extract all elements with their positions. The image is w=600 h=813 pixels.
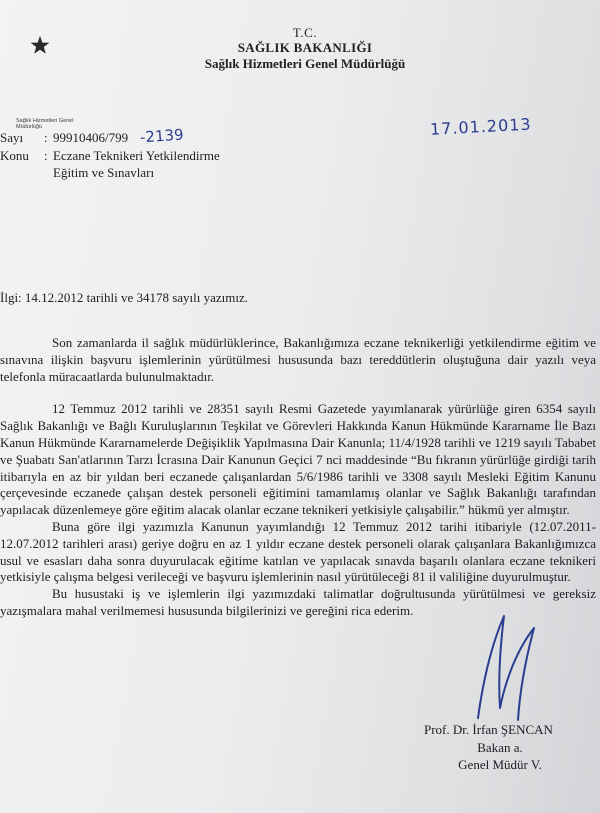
konu-label: Konu [0,148,29,163]
sayi-value: 99910406/799 [53,130,129,145]
header-tc: T.C. [292,25,318,40]
letter-body [0,335,596,620]
paragraph-3: Buna göre ilgi yazımızla Kanunun yayımlandığı 12 Temmuz 2012 tarihi itibariyle (12.07.2011-12.07.2012 tarihleri arası) geriye doğru en az 1 yıldır eczane destek personeli olarak çalışanlara Bakanlığımızca usul ve esasları daha sonra duyurulacak eğitime katılan ve yapılacak sınavda başarılı olanlara eczane teknikeri yetkisiyle çalışma belgesi verileceği ve başvuru işlemlerinin nasıl yürütüleceği 81 il valiliğine duyurulmuştur. [0,518,596,585]
signatory-name: Prof. Dr. İrfan ŞENCAN [424,722,553,737]
handwritten-date: 17.01.2013 [429,114,533,139]
logo-caption: Sağlık Hizmetleri Genel Müdürlüğü [16,118,74,130]
paragraph-4: Bu husustaki iş ve işlemlerin ilgi yazımızdaki talimatlar doğrultusunda yürütülmesi ve gereksiz yazışmalara mahal verilmemesi hususunda bilgilerinizi ve gereğini rica ederim. [0,586,596,618]
handwritten-number: -2139 [139,125,185,147]
header-directorate: Sağlık Hizmetleri Genel Müdürlüğü [204,56,406,71]
konu-line1: Eczane Teknikeri Yetkilendirme [53,148,220,163]
crescent-star-emblem-icon [4,22,68,104]
konu-line2: Eğitim ve Sınavları [53,165,155,180]
sayi-colon: : [44,130,48,145]
handwritten-signature [460,608,540,728]
signatory-title-1: Bakan a. [477,740,523,755]
konu-colon: : [44,148,48,163]
header-ministry: SAĞLIK BAKANLIĞI [237,40,373,55]
paragraph-2: 12 Temmuz 2012 tarihli ve 28351 sayılı Resmi Gazetede yayımlanarak yürürlüğe giren 6354 sayılı Sağlık Bakanlığı ve Bağlı Kuruluşlarının Teşkilat ve Görevleri Hakkında Kanun Hükmünde Kararname İle Bazı Kanun Hükmünde Kararnamelerde Değişiklik Yapılmasına Dair Kanunla; 11/4/1928 tarihli ve 1219 sayılı Tababet ve Şuabatı San'atlarının Tarzı İcrasına Dair Kanunun Geçici 7 nci maddesinde “Bu fıkranın yürürlüğe girdiği tarih itibarıyla en az bir yıldan beri eczanede çalışanlardan 5/6/1986 tarihli ve 3308 sayılı Mesleki Eğitim Kanunu çerçevesinde eczanede çalışan destek personeli eğitimini tamamlamış olanlar ve Sağlık Bakanlığı tarafından yapılacak düzenlemeye göre eğitim alacak olanlar eczane teknikeri yetkisiyle çalışabilir.” hükmü yer almıştır. [0,401,596,518]
paragraph-1: Son zamanlarda il sağlık müdürlüklerince, Bakanlığımıza eczane teknikerliği yetkilendirme eğitim ve sınavına ilişkin başvuru işlemlerinin yürütülmesi hususunda bazı tereddütlerin oluştuğuna dair yazılı veya telefonla müracaatlarda bulunulmaktadır. [0,335,596,384]
signatory-title-2: Genel Müdür V. [458,757,542,772]
sayi-label: Sayı [0,130,24,145]
ilgi-line: İlgi: 14.12.2012 tarihli ve 34178 sayılı yazımız. [0,290,249,305]
